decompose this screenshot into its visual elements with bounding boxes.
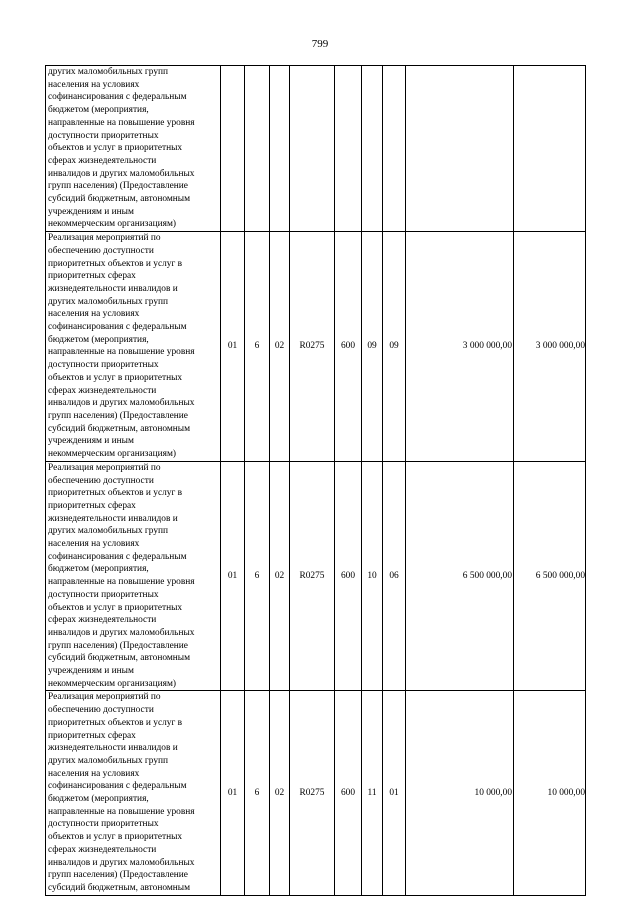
code-subsection [383,66,406,232]
table-row [46,66,586,232]
amount-total: 6 500 000,00 [406,461,514,691]
code-direction: R0275 [290,232,335,462]
code-section: 11 [362,691,383,895]
table-row [46,691,586,895]
code-direction: R0275 [290,461,335,691]
amount-budget: 6 500 000,00 [514,461,586,691]
amount-total [406,66,514,232]
code-section: 10 [362,461,383,691]
code-subsection: 09 [383,232,406,462]
code-program: 01 [221,691,245,895]
row-description: Реализация мероприятий по обеспечению доступности приоритетных объектов и услуг в приоритетных сферах жизнедеятельности инвалидов и других маломобильных групп населения на условиях софинансирования с федеральным бюджетом (мероприятия, направленные на повышение уровня доступности приоритетных объектов и услуг в приоритетных сферах жизнедеятельности инвалидов и других маломобильных групп населения) (Предоставление субсидий бюджетным, автономным учреждениям и иным некоммерческим организациям) [46,461,221,691]
amount-total: 10 000,00 [406,691,514,895]
code-measure: 02 [270,461,290,691]
code-program: 01 [221,461,245,691]
code-subprogram: 6 [245,691,270,895]
code-expense-type: 600 [335,691,362,895]
amount-total: 3 000 000,00 [406,232,514,462]
code-section: 09 [362,232,383,462]
code-measure: 02 [270,691,290,895]
code-subprogram: 6 [245,461,270,691]
code-subsection: 06 [383,461,406,691]
code-measure: 02 [270,232,290,462]
code-section [362,66,383,232]
page-number: 799 [311,38,329,50]
code-expense-type [335,66,362,232]
code-subprogram [245,66,270,232]
table-row [46,461,586,691]
table-row [46,232,586,462]
amount-budget [514,66,586,232]
code-subprogram: 6 [245,232,270,462]
row-description: Реализация мероприятий по обеспечению доступности приоритетных объектов и услуг в приоритетных сферах жизнедеятельности инвалидов и других маломобильных групп населения на условиях софинансирования с федеральным бюджетом (мероприятия, направленные на повышение уровня доступности приоритетных объектов и услуг в приоритетных сферах жизнедеятельности инвалидов и других маломобильных групп населения) (Предоставление субсидий бюджетным, автономным [46,691,221,895]
budget-table [45,65,586,896]
code-program [221,66,245,232]
amount-budget: 3 000 000,00 [514,232,586,462]
code-expense-type: 600 [335,461,362,691]
row-description: других маломобильных групп населения на условиях софинансирования с федеральным бюджетом (мероприятия, направленные на повышение уровня доступности приоритетных объектов и услуг в приоритетных сферах жизнедеятельности инвалидов и других маломобильных групп населения) (Предоставление субсидий бюджетным, автономным учреждениям и иным некоммерческим организациям) [46,66,221,232]
code-direction: R0275 [290,691,335,895]
row-description: Реализация мероприятий по обеспечению доступности приоритетных объектов и услуг в приоритетных сферах жизнедеятельности инвалидов и других маломобильных групп населения на условиях софинансирования с федеральным бюджетом (мероприятия, направленные на повышение уровня доступности приоритетных объектов и услуг в приоритетных сферах жизнедеятельности инвалидов и других маломобильных групп населения) (Предоставление субсидий бюджетным, автономным учреждениям и иным некоммерческим организациям) [46,232,221,462]
code-direction [290,66,335,232]
amount-budget: 10 000,00 [514,691,586,895]
code-subsection: 01 [383,691,406,895]
code-expense-type: 600 [335,232,362,462]
code-program: 01 [221,232,245,462]
code-measure [270,66,290,232]
